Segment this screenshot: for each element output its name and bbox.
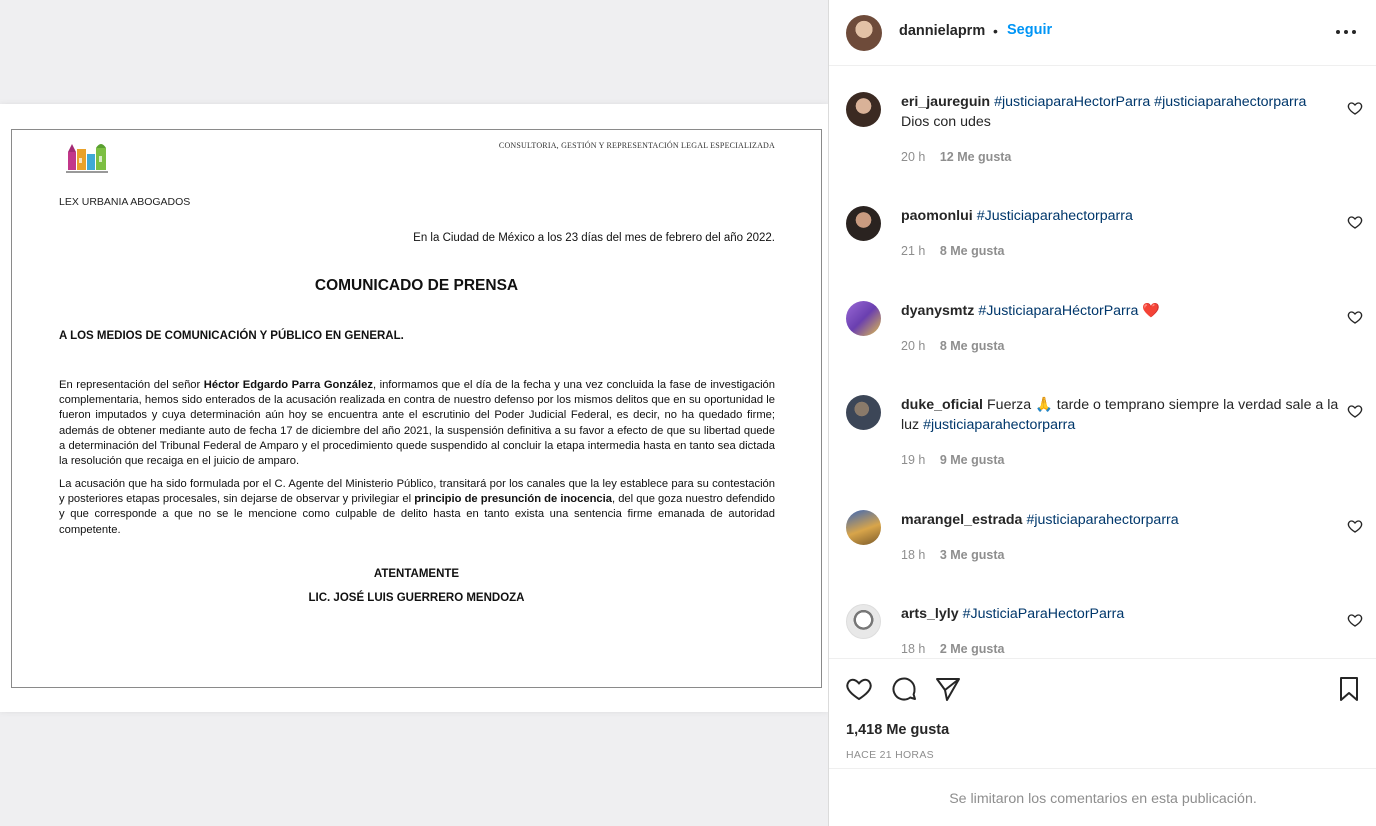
comment-username[interactable]: paomonlui [901, 208, 973, 224]
comment-text [901, 92, 1341, 132]
comment-text [901, 395, 1341, 435]
document-paragraph-1: En representación del señor Héctor Edgardo Parra González, informamos que el día de la fecha y una vez concluida la fase de investigación complementaria, hemos sido enterados de la acusación realizada en contra de nuestro defenso por los mismos delitos que en su oportunidad le fueron imputados y cuya determinación aún hoy se encuentra ante el escrutinio del Poder Judicial Federal, es decir, no ha quedado firme; además de obtener mediante auto de fecha 17 de diciembre del año 2021, la suspensión definitiva a su favor a efecto de que su libertad quede a determinación del Tribunal Federal de Amparo y el procedimiento quede suspendido al concluir la etapa intermedia hasta en tanto sea dictada la resolución que recaiga en el juicio de amparo. [59, 379, 776, 468]
comment-meta [901, 453, 1004, 467]
comment-heart-icon[interactable] [1347, 214, 1363, 230]
comment-heart-icon[interactable] [1347, 612, 1363, 628]
comment-likes[interactable]: 8 Me gusta [939, 339, 1005, 353]
comment-likes[interactable]: 12 Me gusta [939, 150, 1012, 164]
author-username[interactable]: dannielaprm [899, 23, 986, 39]
comment-meta [901, 548, 1004, 562]
comment-username[interactable]: marangel_estrada [901, 512, 1023, 528]
comments-limited-notice: Se limitaron los comentarios en esta publicación. [829, 768, 1376, 826]
document-closing: ATENTAMENTE [373, 568, 460, 580]
comment-heart-icon[interactable] [1347, 518, 1363, 534]
comment-meta [901, 339, 1004, 353]
press-release-document [0, 104, 828, 712]
comment-likes[interactable]: 9 Me gusta [939, 453, 1005, 467]
comment-heart-icon[interactable] [1347, 309, 1363, 325]
comment-username[interactable]: arts_lyly [901, 606, 959, 622]
firm-name: LEX URBANIA ABOGADOS [59, 196, 191, 208]
likes-count[interactable]: 1,418 Me gusta [846, 722, 950, 738]
bookmark-icon[interactable] [1335, 675, 1363, 703]
comment-meta [901, 244, 1004, 258]
comment-text [901, 301, 1341, 321]
comment-text [901, 604, 1341, 624]
heart-icon[interactable] [845, 675, 873, 703]
post-timestamp[interactable]: HACE 21 HORAS [846, 749, 934, 761]
comment-avatar[interactable] [846, 301, 881, 336]
law-firm-logo-icon [66, 140, 112, 174]
comment-hashtags[interactable]: #justiciaparahectorparra [1026, 512, 1179, 528]
comment-icon[interactable] [890, 675, 918, 703]
comments-list[interactable] [829, 67, 1376, 657]
comment-body: Fuerza [987, 397, 1032, 413]
comment-avatar[interactable] [846, 510, 881, 545]
comment-avatar[interactable] [846, 604, 881, 639]
document-date: En la Ciudad de México a los 23 días del mes de febrero del año 2022. [413, 232, 775, 244]
heart-emoji-icon: ❤️ [1142, 303, 1161, 319]
comment-heart-icon[interactable] [1347, 403, 1363, 419]
post-sidebar [828, 0, 1376, 826]
author-avatar[interactable] [846, 15, 882, 51]
praying-hands-emoji-icon: 🙏 [1035, 397, 1053, 413]
comment-time: 21 h [901, 244, 926, 258]
comment-hashtags[interactable]: #JusticiaParaHectorParra [962, 606, 1125, 622]
comment-time: 20 h [901, 150, 926, 164]
comment-avatar[interactable] [846, 395, 881, 430]
comment-likes[interactable]: 2 Me gusta [939, 642, 1005, 656]
document-signer: LIC. JOSÉ LUIS GUERRERO MENDOZA [308, 592, 525, 604]
comment-time: 18 h [901, 642, 926, 656]
comment-username[interactable]: dyanysmtz [901, 303, 975, 319]
comment-text [901, 510, 1341, 530]
comment-hashtags[interactable]: #justiciaparahectorparra [923, 417, 1076, 433]
comment-time: 18 h [901, 548, 926, 562]
comment-time: 19 h [901, 453, 926, 467]
comment-meta [901, 642, 1004, 656]
comment-hashtags[interactable]: #Justiciaparahectorparra [976, 208, 1133, 224]
document-title: COMUNICADO DE PRENSA [314, 277, 519, 294]
follow-button[interactable]: Seguir [1007, 22, 1053, 38]
comment-avatar[interactable] [846, 206, 881, 241]
comment-likes[interactable]: 3 Me gusta [939, 548, 1005, 562]
comment-time: 20 h [901, 339, 926, 353]
comment-username[interactable]: eri_jaureguin [901, 94, 991, 110]
comment-body-continued: tarde o temprano siempre la verdad sale a la luz [901, 397, 1339, 433]
header-separator: • [993, 23, 998, 39]
document-paragraph-2: La acusación que ha sido formulada por el C. Agente del Ministerio Público, transitará por los canales que la ley establece para su contestación y posteriores etapas procesales, sin dejarse de observar y privilegiar el principio de presunción de inocencia, del que goza nuestro defendido y que corresponde a que no se le mencione como culpable de delito hasta en tanto exista una sentencia firme emanada de autoridad competente. [59, 478, 776, 536]
more-horizontal-icon[interactable] [1333, 20, 1359, 44]
comment-meta [901, 150, 1011, 164]
comment-avatar[interactable] [846, 92, 881, 127]
post-header [829, 0, 1376, 66]
comment-text [901, 206, 1341, 226]
comment-likes[interactable]: 8 Me gusta [939, 244, 1005, 258]
comment-hashtags[interactable]: #JusticiaparaHéctorParra [978, 303, 1139, 319]
post-actions [829, 658, 1376, 768]
send-icon[interactable] [934, 675, 962, 703]
comment-hashtags[interactable]: #justiciaparaHectorParra #justiciaparahectorparra [994, 94, 1307, 110]
document-audience: A LOS MEDIOS DE COMUNICACIÓN Y PÚBLICO EN GENERAL. [59, 330, 404, 342]
comment-body: Dios con udes [901, 114, 991, 130]
document-border [11, 129, 822, 688]
document-tagline: CONSULTORIA, GESTIÓN Y REPRESENTACIÓN LEGAL ESPECIALIZADA [498, 141, 775, 150]
comment-username[interactable]: duke_oficial [901, 397, 984, 413]
comment-heart-icon[interactable] [1347, 100, 1363, 116]
